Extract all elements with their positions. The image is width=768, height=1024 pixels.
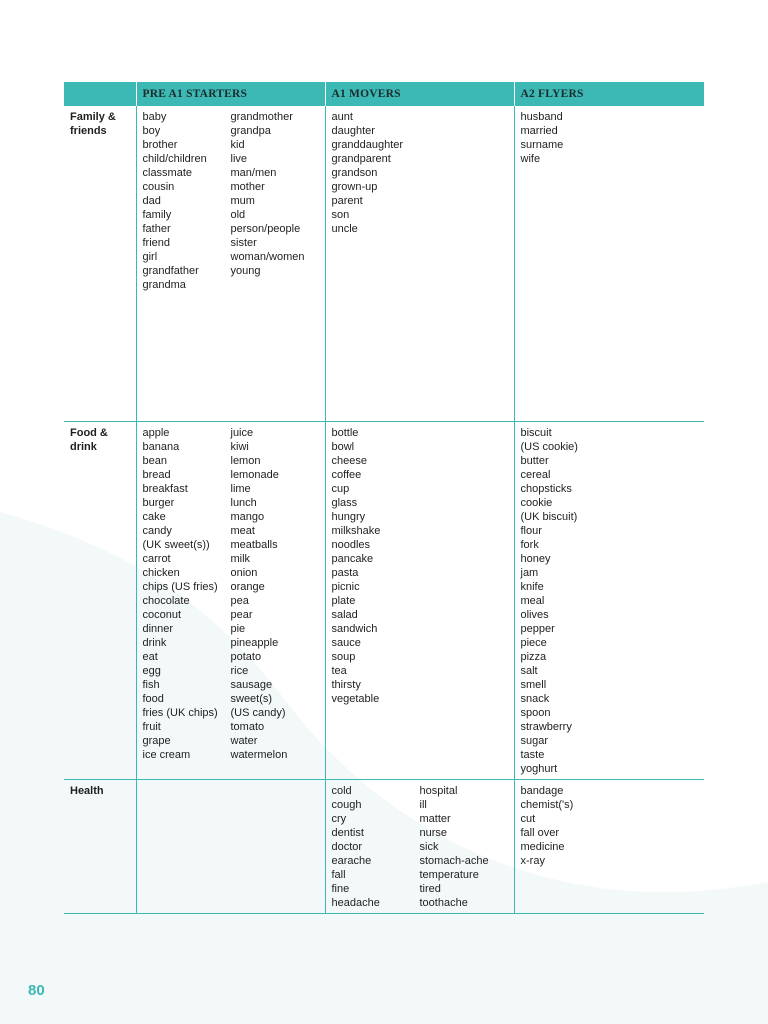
- word-column: [143, 110, 231, 292]
- vocab-word: pear: [230, 608, 253, 621]
- vocab-word: live: [230, 153, 248, 165]
- vocab-word: cold: [331, 784, 352, 797]
- table-header-row: [64, 82, 704, 106]
- vocab-word: matter: [419, 812, 451, 825]
- vocab-word: carrot: [142, 552, 171, 565]
- vocab-word: meat: [230, 524, 255, 537]
- vocab-word: bean: [142, 454, 167, 467]
- vocab-word: fries (UK chips): [142, 706, 218, 719]
- vocab-word: (US candy): [230, 706, 286, 719]
- starters-cell: [136, 106, 325, 421]
- category-label: Food & drink: [70, 426, 108, 453]
- vocab-word: ice cream: [142, 748, 191, 761]
- word-columns: [332, 784, 508, 910]
- table-row: [64, 106, 704, 421]
- vocab-word: toothache: [419, 896, 468, 909]
- vocab-word: cut: [520, 812, 536, 825]
- vocab-word: soup: [331, 650, 356, 663]
- vocab-word: sandwich: [331, 622, 378, 635]
- vocab-word: young: [230, 265, 261, 277]
- vocab-word: pea: [230, 594, 249, 607]
- vocab-word: earache: [331, 854, 372, 867]
- vocab-word: chips (US fries): [142, 580, 218, 593]
- vocab-word: headache: [331, 896, 380, 909]
- word-column: [521, 110, 699, 166]
- vocab-word: cry: [331, 812, 347, 825]
- vocab-word: grandson: [331, 167, 378, 179]
- flyers-cell: [514, 421, 704, 779]
- vocab-word: glass: [331, 496, 358, 509]
- starters-cell: [136, 779, 325, 913]
- vocab-word: chemist('s): [520, 798, 574, 811]
- page-number: 80: [28, 982, 45, 999]
- word-column: [332, 426, 508, 706]
- flyers-cell: [514, 779, 704, 913]
- vocab-word: fish: [142, 678, 160, 691]
- vocab-word: snack: [520, 692, 550, 705]
- word-column: [143, 426, 231, 762]
- vocab-word: milkshake: [331, 524, 381, 537]
- vocab-word: lemon: [230, 454, 261, 467]
- vocab-word: burger: [142, 496, 175, 509]
- vocab-word: kid: [230, 139, 245, 151]
- vocab-word: lunch: [230, 496, 257, 509]
- header-pre-a1-starters: PRE A1 STARTERS: [136, 82, 325, 106]
- vocab-word: bandage: [520, 784, 564, 797]
- vocab-word: lemonade: [230, 468, 279, 481]
- vocab-word: cookie: [520, 496, 553, 509]
- word-columns: [521, 784, 699, 868]
- vocab-word: father: [142, 223, 171, 235]
- vocab-word: cousin: [142, 181, 175, 193]
- word-columns: [143, 426, 319, 762]
- vocab-word: breakfast: [142, 482, 188, 495]
- vocab-word: girl: [142, 251, 158, 263]
- vocab-word: vegetable: [331, 692, 380, 705]
- vocab-word: pasta: [331, 566, 359, 579]
- vocab-word: salad: [331, 608, 358, 621]
- vocab-word: cup: [331, 482, 350, 495]
- vocab-word: pizza: [520, 650, 547, 663]
- vocab-word: fruit: [142, 720, 161, 733]
- header-category: [64, 82, 136, 106]
- table-row: [64, 779, 704, 913]
- vocab-word: dentist: [331, 826, 364, 839]
- vocab-word: boy: [142, 125, 161, 137]
- starters-cell: [136, 421, 325, 779]
- vocab-word: onion: [230, 566, 258, 579]
- vocab-word: egg: [142, 664, 161, 677]
- vocab-word: old: [230, 209, 246, 221]
- vocab-word: family: [142, 209, 172, 221]
- vocab-word: sugar: [520, 734, 549, 747]
- vocab-word: grown-up: [331, 181, 378, 193]
- vocab-word: baby: [142, 111, 167, 123]
- vocab-word: smell: [520, 678, 547, 691]
- vocab-word: biscuit: [520, 426, 552, 439]
- vocab-word: banana: [142, 440, 180, 453]
- vocab-word: person/people: [230, 223, 301, 235]
- vocab-word: mango: [230, 510, 265, 523]
- vocab-word: flour: [520, 524, 542, 537]
- vocab-word: fork: [520, 538, 539, 551]
- vocab-word: fall over: [520, 826, 560, 839]
- vocab-word: classmate: [142, 167, 193, 179]
- vocab-word: son: [331, 209, 350, 221]
- vocab-word: hungry: [331, 510, 366, 523]
- word-columns: [143, 110, 319, 292]
- vocab-word: picnic: [331, 580, 360, 593]
- movers-cell: [325, 106, 514, 421]
- vocab-word: fine: [331, 882, 350, 895]
- vocab-word: salt: [520, 664, 538, 677]
- vocab-word: honey: [520, 552, 551, 565]
- vocab-word: friend: [142, 237, 171, 249]
- vocab-word: aunt: [331, 111, 353, 123]
- vocab-word: bread: [142, 468, 171, 481]
- vocab-word: butter: [520, 454, 549, 467]
- vocab-word: candy: [142, 524, 172, 537]
- vocab-word: spoon: [520, 706, 551, 719]
- category-label: Health: [70, 784, 104, 797]
- flyers-cell: [514, 106, 704, 421]
- vocab-word: stomach-ache: [419, 854, 489, 867]
- vocab-word: potato: [230, 650, 262, 663]
- header-a1-movers: A1 MOVERS: [325, 82, 514, 106]
- vocab-word: meal: [520, 594, 545, 607]
- vocab-word: grandmother: [230, 111, 293, 123]
- vocab-word: surname: [520, 139, 564, 151]
- vocab-word: daughter: [331, 125, 375, 137]
- movers-cell: [325, 779, 514, 913]
- vocab-word: sick: [419, 840, 439, 853]
- vocab-word: cereal: [520, 468, 551, 481]
- vocab-word: grandfather: [142, 265, 199, 277]
- vocab-word: child/children: [142, 153, 207, 165]
- vocab-word: x-ray: [520, 854, 545, 867]
- vocab-word: doctor: [331, 840, 363, 853]
- vocab-word: drink: [142, 636, 167, 649]
- word-column: [420, 784, 508, 910]
- vocab-word: plate: [331, 594, 356, 607]
- vocab-word: yoghurt: [520, 762, 558, 775]
- vocab-word: woman/women: [230, 251, 305, 263]
- vocab-word: kiwi: [230, 440, 249, 453]
- word-column: [332, 784, 420, 910]
- vocab-word: pie: [230, 622, 246, 635]
- vocab-word: cheese: [331, 454, 367, 467]
- vocab-word: jam: [520, 566, 539, 579]
- vocab-word: hospital: [419, 784, 458, 797]
- vocabulary-table: [64, 82, 704, 914]
- vocab-word: cough: [331, 798, 362, 811]
- vocab-word: rice: [230, 664, 249, 677]
- vocab-word: noodles: [331, 538, 371, 551]
- header-a2-flyers: A2 FLYERS: [514, 82, 704, 106]
- table-row: [64, 421, 704, 779]
- vocab-word: chopsticks: [520, 482, 572, 495]
- word-columns: [521, 426, 699, 776]
- vocab-word: ill: [419, 798, 427, 811]
- vocab-word: granddaughter: [331, 139, 404, 151]
- vocab-word: (US cookie): [520, 440, 578, 453]
- vocab-word: coffee: [331, 468, 362, 481]
- category-cell: [64, 779, 136, 913]
- vocab-word: married: [520, 125, 558, 137]
- vocab-word: husband: [520, 111, 563, 123]
- vocab-word: fall: [331, 868, 346, 881]
- vocab-word: bowl: [331, 440, 355, 453]
- vocab-word: tea: [331, 664, 347, 677]
- vocab-word: eat: [142, 650, 158, 663]
- vocab-word: wife: [520, 153, 541, 165]
- vocab-word: mum: [230, 195, 255, 207]
- vocab-word: chicken: [142, 566, 180, 579]
- word-column: [521, 784, 699, 868]
- vocab-word: food: [142, 692, 164, 705]
- vocab-word: parent: [331, 195, 363, 207]
- vocab-word: dinner: [142, 622, 174, 635]
- vocab-word: tired: [419, 882, 441, 895]
- vocab-word: tomato: [230, 720, 265, 733]
- vocab-word: strawberry: [520, 720, 572, 733]
- vocab-word: grandpa: [230, 125, 271, 137]
- vocab-word: pancake: [331, 552, 374, 565]
- word-column: [231, 426, 319, 762]
- vocab-word: orange: [230, 580, 265, 593]
- vocab-word: sauce: [331, 636, 361, 649]
- vocab-word: milk: [230, 552, 251, 565]
- vocab-word: sweet(s): [230, 692, 273, 705]
- vocab-word: meatballs: [230, 538, 278, 551]
- vocab-word: chocolate: [142, 594, 190, 607]
- vocab-word: grandparent: [331, 153, 391, 165]
- vocab-word: cake: [142, 510, 166, 523]
- vocab-word: nurse: [419, 826, 448, 839]
- vocab-word: grandma: [142, 279, 186, 291]
- vocab-word: lime: [230, 482, 251, 495]
- vocab-word: temperature: [419, 868, 479, 881]
- vocab-word: apple: [142, 426, 170, 439]
- category-cell: [64, 106, 136, 421]
- vocab-word: pepper: [520, 622, 555, 635]
- vocab-word: grape: [142, 734, 171, 747]
- vocab-word: pineapple: [230, 636, 279, 649]
- vocab-word: dad: [142, 195, 161, 207]
- vocab-word: man/men: [230, 167, 277, 179]
- word-column: [521, 426, 699, 776]
- vocab-word: juice: [230, 426, 254, 439]
- movers-cell: [325, 421, 514, 779]
- category-label: Family & friends: [70, 111, 116, 137]
- vocab-word: piece: [520, 636, 547, 649]
- vocab-word: medicine: [520, 840, 565, 853]
- vocab-word: coconut: [142, 608, 182, 621]
- vocab-word: bottle: [331, 426, 359, 439]
- vocab-word: (UK biscuit): [520, 510, 578, 523]
- category-cell: [64, 421, 136, 779]
- vocab-word: mother: [230, 181, 265, 193]
- word-columns: [521, 110, 699, 166]
- vocab-word: brother: [142, 139, 178, 151]
- word-columns: [332, 110, 508, 236]
- vocab-word: taste: [520, 748, 545, 761]
- word-column: [332, 110, 508, 236]
- vocab-word: uncle: [331, 223, 358, 235]
- word-columns: [332, 426, 508, 706]
- vocab-word: olives: [520, 608, 549, 621]
- vocab-word: thirsty: [331, 678, 361, 691]
- vocab-word: (UK sweet(s)): [142, 538, 210, 551]
- word-column: [231, 110, 319, 292]
- vocab-word: watermelon: [230, 748, 288, 761]
- vocab-word: knife: [520, 580, 544, 593]
- vocab-word: water: [230, 734, 258, 747]
- vocab-word: sister: [230, 237, 257, 249]
- vocab-word: sausage: [230, 678, 273, 691]
